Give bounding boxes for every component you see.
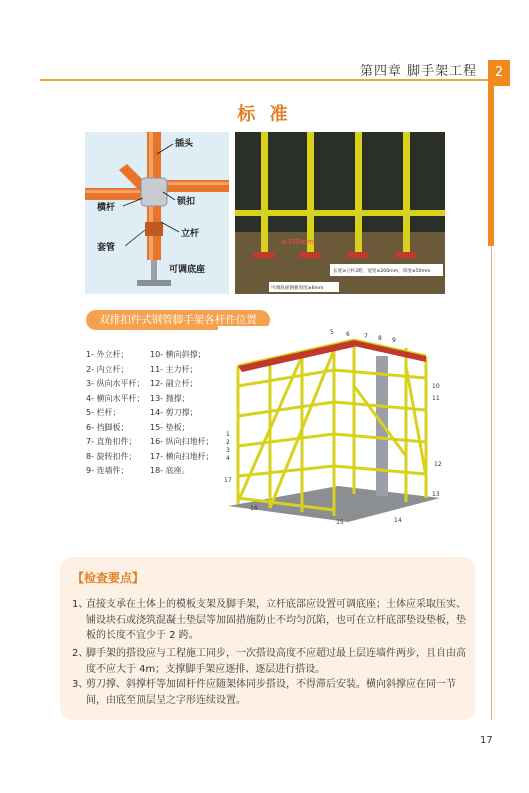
callout: 2 [226,439,230,446]
coupler-photo [85,132,229,294]
list-item: 5- 栏杆； [86,408,121,417]
chapter-tab: 2 [488,60,510,86]
list-item: 15- 垫板； [150,422,190,432]
list-item: 8- 旋转扣件； [86,451,137,461]
chapter-title: 第四章 脚手架工程 [360,64,478,79]
item-number: 3、 [72,679,89,690]
callout: 15 [336,519,344,526]
label-upright: 立杆 [181,229,200,239]
callout: 9 [392,337,396,344]
base-plate-note: 可调底座钢板厚度≥6mm [271,286,324,291]
callout: 8 [378,335,382,342]
inspection-item [72,646,472,677]
item-number: 1、 [72,599,89,610]
item-number: 2、 [72,648,89,659]
callout: 17 [224,477,232,484]
callout: 10 [432,383,440,390]
parts-title-badge: 双排扣件式钢管脚手架各杆件位置 [86,310,270,330]
label-sleeve: 套管 [97,243,116,253]
header-rule [40,79,488,81]
parts-list-col2 [150,348,214,479]
list-item: 2- 内立杆； [86,364,129,374]
label-plug: 插头 [175,139,194,149]
list-item: 6- 挡脚板； [86,422,129,432]
callout: 6 [346,331,350,338]
callout: 4 [226,455,230,462]
inspection-title: 【检查要点】 [72,571,145,585]
page-number: 17 [480,735,493,746]
inspection-item [72,677,472,708]
section-title: 标 准 [237,104,292,125]
list-item: 9- 连墙件； [86,466,129,475]
list-item: 12- 副立杆； [150,379,198,388]
pad-note: 长度≥立杆2跨，宽度≥200mm，厚度≥50mm [333,269,431,274]
list-item: 1- 外立杆； [86,350,129,359]
label-lock: 锁扣 [177,197,196,207]
list-item: 11- 主力杆； [150,364,198,374]
label-crossbar: 横杆 [97,203,116,213]
list-item: 3- 纵向水平杆； [86,379,145,388]
inspection-item [72,597,472,644]
scaffold-base-photo [235,132,445,294]
callout: 1 [226,431,230,438]
side-rule [491,246,492,720]
list-item: 13- 抛撑； [150,393,190,403]
scaffold-diagram [218,326,448,526]
list-item: 16- 纵向扫地杆； [150,437,214,446]
callout: 7 [364,333,368,340]
item-text: 直接支承在土体上的模板支架及脚手架，立杆底部应设置可调底座；土体应采取压实、铺设块石或浇筑混凝土垫层等加固措施防止不均匀沉陷，也可在立杆底部垫设垫板，垫板的长度不宜少于 2 跨。 [86,599,466,641]
list-item: 18- 底座。 [150,466,190,475]
list-item: 4- 横向水平杆； [86,393,145,403]
callout: 5 [330,329,334,336]
list-item: 17- 横向扫地杆； [150,451,214,461]
item-text: 剪刀撑、斜撑杆等加固杆件应随架体同步搭设，不得滞后安装。横向斜撑应在同一节间，由底至顶层呈之字形连续设置。 [86,679,456,706]
list-item: 7- 直角扣件； [86,437,137,446]
label-adjustable-base: 可调底座 [169,265,206,275]
callout: 3 [226,447,230,454]
dimension-label: ≤350mm [281,238,314,246]
callout: 16 [250,505,258,512]
list-item: 14- 剪刀撑； [150,408,198,417]
callout: 11 [432,395,440,402]
parts-list-col1 [86,348,145,479]
list-item: 10- 横向斜撑； [150,350,206,359]
callout: 13 [432,491,440,498]
callout: 12 [434,461,442,468]
callout: 14 [394,517,402,524]
item-text: 脚手架的搭设应与工程施工同步，一次搭设高度不应超过最上层连墙件两步，且自由高度不应大于 4m；支撑脚手架应逐排、逐层进行搭设。 [86,648,466,675]
